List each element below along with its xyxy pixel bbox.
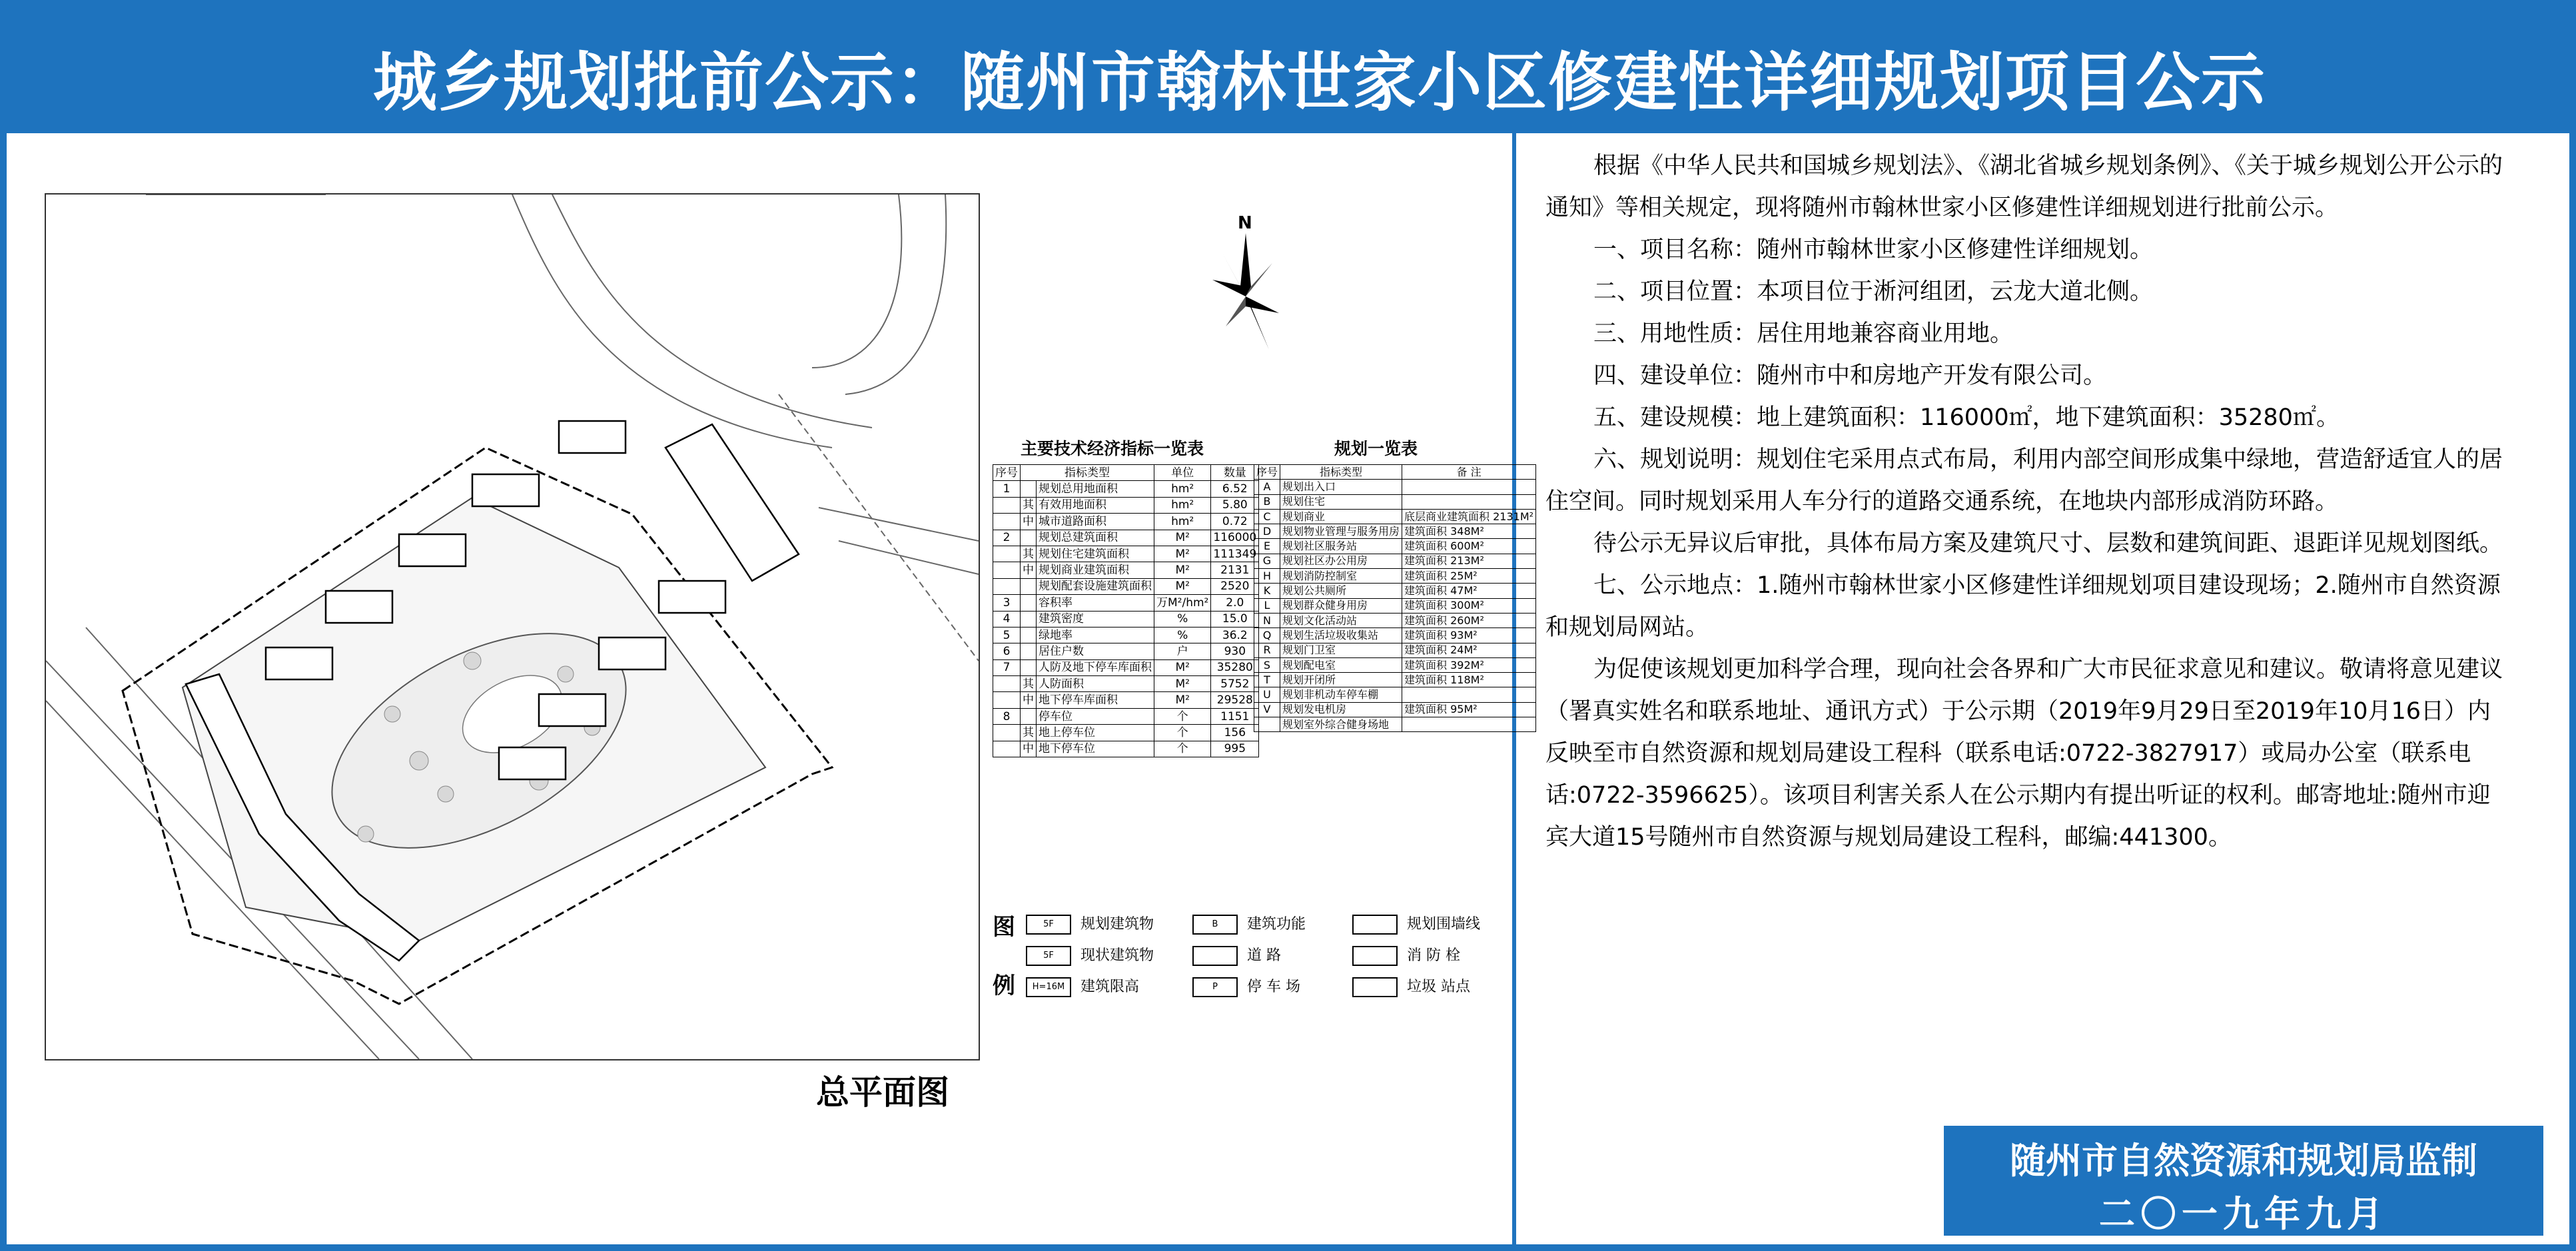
tech-cell-no: 1	[993, 481, 1021, 497]
tech-cell-qty: 15.0	[1211, 611, 1259, 627]
tech-col-unit: 单位	[1154, 465, 1211, 481]
header-banner	[7, 7, 2569, 133]
legend-text: 道 路	[1247, 947, 1281, 964]
legend-text: 建筑功能	[1247, 916, 1306, 933]
tech-cell-sub: 其	[1021, 546, 1037, 562]
tech-cell-no: 2	[993, 530, 1021, 546]
plan-cell-note: 建筑面积 24M²	[1402, 643, 1536, 657]
table-row	[993, 562, 1259, 578]
table-row	[993, 643, 1259, 659]
notice-paragraph: 五、建设规模：地上建筑面积：116000㎡，地下建筑面积：35280㎡。	[1593, 404, 2340, 431]
tech-cell-unit: 个	[1154, 741, 1211, 757]
plan-cell-type: 规划生活垃圾收集站	[1280, 628, 1402, 643]
plan-cell-note: 建筑面积 213M²	[1402, 554, 1536, 568]
legend-symbol	[1352, 915, 1398, 935]
notice-paragraph: 待公示无异议后审批，具体布局方案及建筑尺寸、层数和建筑间距、退距详见规划图纸。	[1593, 530, 2503, 557]
table-row	[993, 692, 1259, 708]
tech-cell-qty: 2131	[1211, 562, 1259, 578]
notice-text	[1545, 145, 2511, 859]
table-row	[993, 741, 1259, 757]
tech-cell-no	[993, 578, 1021, 594]
table-row	[993, 546, 1259, 562]
table-row	[993, 659, 1259, 675]
legend-text: 规划围墙线	[1407, 916, 1481, 933]
plan-cell-type: 规划文化活动站	[1280, 613, 1402, 627]
tech-cell-qty: 2520	[1211, 578, 1259, 594]
tech-cell-sub: 中	[1021, 692, 1037, 708]
tech-cell-no	[993, 562, 1021, 578]
map-caption: 总平面图	[816, 1073, 949, 1112]
notice-paragraph: 根据《中华人民共和国城乡规划法》、《湖北省城乡规划条例》、《关于城乡规划公开公示的通知》等相关规定，现将随州市翰林世家小区修建性详细规划进行批前公示。	[1545, 153, 2503, 221]
plan-cell-no: A	[1254, 480, 1280, 494]
table-row	[1254, 509, 1536, 524]
tech-cell-unit: M²	[1154, 659, 1211, 675]
table-row	[1254, 480, 1536, 494]
tech-cell-qty: 5752	[1211, 676, 1259, 692]
tech-cell-no	[993, 514, 1021, 530]
plan-cell-no: Q	[1254, 628, 1280, 643]
tech-cell-unit: hm²	[1154, 514, 1211, 530]
tech-cell-type: 规划住宅建筑面积	[1037, 546, 1154, 562]
table-row	[993, 514, 1259, 530]
table-row	[1254, 554, 1536, 568]
notice-paragraph: 七、公示地点：1.随州市翰林世家小区修建性详细规划项目建设现场；2.随州市自然资源和规划局网站。	[1545, 572, 2501, 641]
plan-cell-type: 规划门卫室	[1280, 643, 1402, 657]
tech-cell-type: 规划总建筑面积	[1037, 530, 1154, 546]
tech-cell-type: 人防及地下停车库面积	[1037, 659, 1154, 675]
legend-symbol: B	[1192, 915, 1238, 935]
plan-cell-note	[1402, 494, 1536, 509]
legend-label-1: 图	[993, 914, 1015, 941]
legend-text: 现状建筑物	[1080, 947, 1154, 964]
legend-item	[1026, 975, 1139, 997]
tech-cell-qty: 36.2	[1211, 627, 1259, 643]
tech-cell-qty: 116000	[1211, 530, 1259, 546]
tech-cell-no	[993, 725, 1021, 741]
legend-item	[1192, 913, 1306, 935]
tech-cell-sub	[1021, 627, 1037, 643]
plan-cell-no: N	[1254, 613, 1280, 627]
plan-cell-note: 建筑面积 260M²	[1402, 613, 1536, 627]
plan-cell-type: 规划配电室	[1280, 657, 1402, 672]
table-row	[993, 530, 1259, 546]
table-row	[1254, 494, 1536, 509]
north-label: N	[1238, 213, 1252, 233]
tech-cell-sub	[1021, 611, 1037, 627]
plan-cell-note: 建筑面积 47M²	[1402, 584, 1536, 598]
legend-item	[1026, 944, 1154, 966]
plan-cell-note: 建筑面积 118M²	[1402, 673, 1536, 687]
legend-symbol: H=16M	[1026, 977, 1071, 997]
tech-cell-no: 3	[993, 595, 1021, 611]
legend-text: 规划建筑物	[1080, 916, 1154, 933]
plan-cell-no: L	[1254, 598, 1280, 613]
issuer-stamp	[1944, 1126, 2543, 1236]
tech-cell-qty: 6.52	[1211, 481, 1259, 497]
plan-cell-no: V	[1254, 702, 1280, 717]
notice-paragraph: 六、规划说明：规划住宅采用点式布局，利用内部空间形成集中绿地，营造舒适宜人的居住空间。同时规划采用人车分行的道路交通系统，在地块内部形成消防环路。	[1545, 446, 2503, 515]
table-row	[1254, 598, 1536, 613]
plan-cell-note	[1402, 717, 1536, 732]
plan-col-note: 备 注	[1402, 465, 1536, 480]
tech-cell-unit: M²	[1154, 692, 1211, 708]
tech-cell-type: 容积率	[1037, 595, 1154, 611]
tech-cell-type: 居住户数	[1037, 643, 1154, 659]
plan-cell-type: 规划住宅	[1280, 494, 1402, 509]
table-row	[1254, 584, 1536, 598]
table-row	[1254, 657, 1536, 672]
tech-cell-unit: hm²	[1154, 481, 1211, 497]
tech-cell-sub	[1021, 659, 1037, 675]
table-row	[993, 578, 1259, 594]
table-row	[993, 676, 1259, 692]
tech-cell-no	[993, 497, 1021, 513]
legend-item	[1192, 944, 1281, 966]
notice-paragraph: 一、项目名称：随州市翰林世家小区修建性详细规划。	[1593, 236, 2154, 263]
notice-paragraph: 二、项目位置：本项目位于淅河组团，云龙大道北侧。	[1593, 278, 2154, 305]
tech-table	[993, 464, 1259, 757]
plan-cell-type: 规划出入口	[1280, 480, 1402, 494]
tech-cell-qty: 5.80	[1211, 497, 1259, 513]
tech-cell-type: 规划总用地面积	[1037, 481, 1154, 497]
tech-cell-no	[993, 741, 1021, 757]
plan-cell-note: 建筑面积 392M²	[1402, 657, 1536, 672]
tech-cell-qty: 35280	[1211, 659, 1259, 675]
plan-cell-note: 建筑面积 25M²	[1402, 569, 1536, 584]
tech-cell-type: 建筑密度	[1037, 611, 1154, 627]
plan-cell-type: 规划开闭所	[1280, 673, 1402, 687]
tech-cell-sub: 其	[1021, 725, 1037, 741]
legend-text: 垃圾 站点	[1407, 979, 1470, 995]
plan-table-title: 规划一览表	[1334, 439, 1418, 458]
tech-cell-qty: 111349	[1211, 546, 1259, 562]
plan-cell-no: C	[1254, 509, 1280, 524]
tech-col-no: 序号	[993, 465, 1021, 481]
table-row	[1254, 613, 1536, 627]
tech-cell-sub: 中	[1021, 562, 1037, 578]
page-title: 城乡规划批前公示：随州市翰林世家小区修建性详细规划项目公示	[373, 45, 2266, 120]
site-plan-drawing	[46, 195, 979, 1059]
table-row	[1254, 687, 1536, 702]
tech-cell-sub: 其	[1021, 676, 1037, 692]
plan-cell-type: 规划发电机房	[1280, 702, 1402, 717]
tech-cell-qty: 0.72	[1211, 514, 1259, 530]
issue-date: 二〇一九年九月	[2099, 1193, 2388, 1235]
plan-cell-note: 建筑面积 348M²	[1402, 524, 1536, 539]
compass-icon	[1206, 233, 1292, 353]
tech-cell-type: 城市道路面积	[1037, 514, 1154, 530]
tech-cell-sub: 其	[1021, 497, 1037, 513]
table-row	[1254, 539, 1536, 554]
tech-cell-qty: 156	[1211, 725, 1259, 741]
tech-cell-sub	[1021, 530, 1037, 546]
table-row	[993, 497, 1259, 513]
tech-col-type: 指标类型	[1021, 465, 1154, 481]
plan-cell-no: K	[1254, 584, 1280, 598]
tech-cell-sub	[1021, 481, 1037, 497]
tech-cell-unit: hm²	[1154, 497, 1211, 513]
tech-cell-qty: 29528	[1211, 692, 1259, 708]
tech-cell-unit: 个	[1154, 725, 1211, 741]
legend-symbol: 5F	[1026, 946, 1071, 966]
plan-cell-no	[1254, 717, 1280, 732]
tech-cell-no: 8	[993, 708, 1021, 724]
tech-cell-no: 7	[993, 659, 1021, 675]
table-row	[993, 611, 1259, 627]
plan-cell-no: H	[1254, 569, 1280, 584]
table-row	[993, 725, 1259, 741]
plan-cell-note: 建筑面积 300M²	[1402, 598, 1536, 613]
tech-cell-unit: M²	[1154, 546, 1211, 562]
tech-cell-type: 人防面积	[1037, 676, 1154, 692]
plan-cell-type: 规划室外综合健身场地	[1280, 717, 1402, 732]
tech-cell-type: 绿地率	[1037, 627, 1154, 643]
tech-cell-qty: 930	[1211, 643, 1259, 659]
site-plan-map	[45, 193, 980, 1060]
plan-cell-note	[1402, 480, 1536, 494]
legend-item	[1352, 944, 1460, 966]
tech-cell-no: 6	[993, 643, 1021, 659]
north-arrow	[1206, 213, 1292, 346]
tech-cell-unit: M²	[1154, 578, 1211, 594]
tech-cell-qty: 995	[1211, 741, 1259, 757]
notice-paragraph: 三、用地性质：居住用地兼容商业用地。	[1593, 320, 2014, 347]
plan-cell-note: 建筑面积 600M²	[1402, 539, 1536, 554]
tech-cell-unit: 个	[1154, 708, 1211, 724]
plan-cell-type: 规划非机动车停车棚	[1280, 687, 1402, 702]
tech-cell-type: 规划配套设施建筑面积	[1037, 578, 1154, 594]
legend-item	[1352, 913, 1480, 935]
tech-cell-sub	[1021, 578, 1037, 594]
legend-symbol	[1352, 946, 1398, 966]
tech-cell-no	[993, 676, 1021, 692]
table-row	[1254, 673, 1536, 687]
plan-col-no: 序号	[1254, 465, 1280, 480]
tech-cell-unit: 万M²/hm²	[1154, 595, 1211, 611]
legend-text: 消 防 栓	[1407, 947, 1460, 964]
legend-symbol: P	[1192, 977, 1238, 997]
tech-cell-unit: M²	[1154, 530, 1211, 546]
table-row	[993, 708, 1259, 724]
legend-item	[1026, 913, 1154, 935]
tech-cell-qty: 2.0	[1211, 595, 1259, 611]
table-row	[1254, 717, 1536, 732]
tech-cell-no	[993, 546, 1021, 562]
plan-cell-note: 建筑面积 95M²	[1402, 702, 1536, 717]
tech-cell-type: 地下停车库面积	[1037, 692, 1154, 708]
tech-cell-unit: 户	[1154, 643, 1211, 659]
tech-cell-type: 规划商业建筑面积	[1037, 562, 1154, 578]
plan-cell-no: D	[1254, 524, 1280, 539]
notice-paragraph: 为促使该规划更加科学合理，现向社会各界和广大市民征求意见和建议。敬请将意见建议（署真实姓名和联系地址、通讯方式）于公示期（2019年9月29日至2019年10月16日）内反映至市自然资源和规划局建设工程科（联系电话:0722-3827917）或局办公室（联系电话:0722-3596625）。该项目利害关系人在公示期内有提出听证的权利。邮寄地址:随州市迎宾大道15号随州市自然资源与规划局建设工程科，邮编:441300。	[1545, 656, 2503, 851]
tech-cell-sub	[1021, 595, 1037, 611]
plan-table	[1254, 464, 1536, 732]
legend-item	[1352, 975, 1470, 997]
legend-symbol: 5F	[1026, 915, 1071, 935]
plan-cell-type: 规划物业管理与服务用房	[1280, 524, 1402, 539]
table-row	[993, 595, 1259, 611]
plan-cell-note: 底层商业建筑面积 2131M²	[1402, 509, 1536, 524]
table-row	[993, 481, 1259, 497]
plan-cell-note	[1402, 687, 1536, 702]
tech-cell-type: 地上停车位	[1037, 725, 1154, 741]
tech-cell-type: 停车位	[1037, 708, 1154, 724]
legend-text: 停 车 场	[1247, 979, 1300, 995]
legend-item	[1192, 975, 1300, 997]
tech-cell-no	[993, 692, 1021, 708]
tech-cell-unit: M²	[1154, 676, 1211, 692]
plan-table-header	[1254, 465, 1536, 480]
tech-cell-unit: %	[1154, 627, 1211, 643]
plan-cell-type: 规划商业	[1280, 509, 1402, 524]
plan-col-type: 指标类型	[1280, 465, 1402, 480]
plan-cell-type: 规划公共厕所	[1280, 584, 1402, 598]
tech-col-qty: 数量	[1211, 465, 1259, 481]
plan-cell-no: E	[1254, 539, 1280, 554]
legend-text: 建筑限高	[1080, 979, 1140, 995]
tech-cell-sub	[1021, 708, 1037, 724]
legend-label-2: 例	[993, 973, 1015, 999]
plan-cell-no: S	[1254, 657, 1280, 672]
table-row	[993, 627, 1259, 643]
plan-cell-type: 规划消防控制室	[1280, 569, 1402, 584]
legend	[993, 907, 1512, 1001]
tech-cell-sub	[1021, 643, 1037, 659]
table-row	[1254, 569, 1536, 584]
legend-symbol	[1192, 946, 1238, 966]
legend-symbol	[1352, 977, 1398, 997]
plan-cell-type: 规划群众健身用房	[1280, 598, 1402, 613]
tech-cell-no: 4	[993, 611, 1021, 627]
plan-cell-note: 建筑面积 93M²	[1402, 628, 1536, 643]
table-row	[1254, 643, 1536, 657]
tech-cell-type: 地下停车位	[1037, 741, 1154, 757]
table-row	[1254, 524, 1536, 539]
plan-cell-no: B	[1254, 494, 1280, 509]
tech-cell-qty: 1151	[1211, 708, 1259, 724]
table-row	[1254, 702, 1536, 717]
tech-cell-unit: M²	[1154, 562, 1211, 578]
table-row	[1254, 628, 1536, 643]
tech-table-header	[993, 465, 1259, 481]
plan-cell-no: U	[1254, 687, 1280, 702]
plan-cell-no: G	[1254, 554, 1280, 568]
notice-paragraph: 四、建设单位：随州市中和房地产开发有限公司。	[1593, 362, 2107, 389]
issuer-name: 随州市自然资源和规划局监制	[2010, 1140, 2477, 1182]
plan-cell-type: 规划社区服务站	[1280, 539, 1402, 554]
tech-cell-unit: %	[1154, 611, 1211, 627]
tech-cell-sub: 中	[1021, 514, 1037, 530]
plan-cell-type: 规划社区办公用房	[1280, 554, 1402, 568]
tech-cell-type: 有效用地面积	[1037, 497, 1154, 513]
plan-cell-no: T	[1254, 673, 1280, 687]
plan-cell-no: R	[1254, 643, 1280, 657]
tech-cell-sub: 中	[1021, 741, 1037, 757]
tech-cell-no: 5	[993, 627, 1021, 643]
tech-table-title: 主要技术经济指标一览表	[1021, 439, 1204, 458]
